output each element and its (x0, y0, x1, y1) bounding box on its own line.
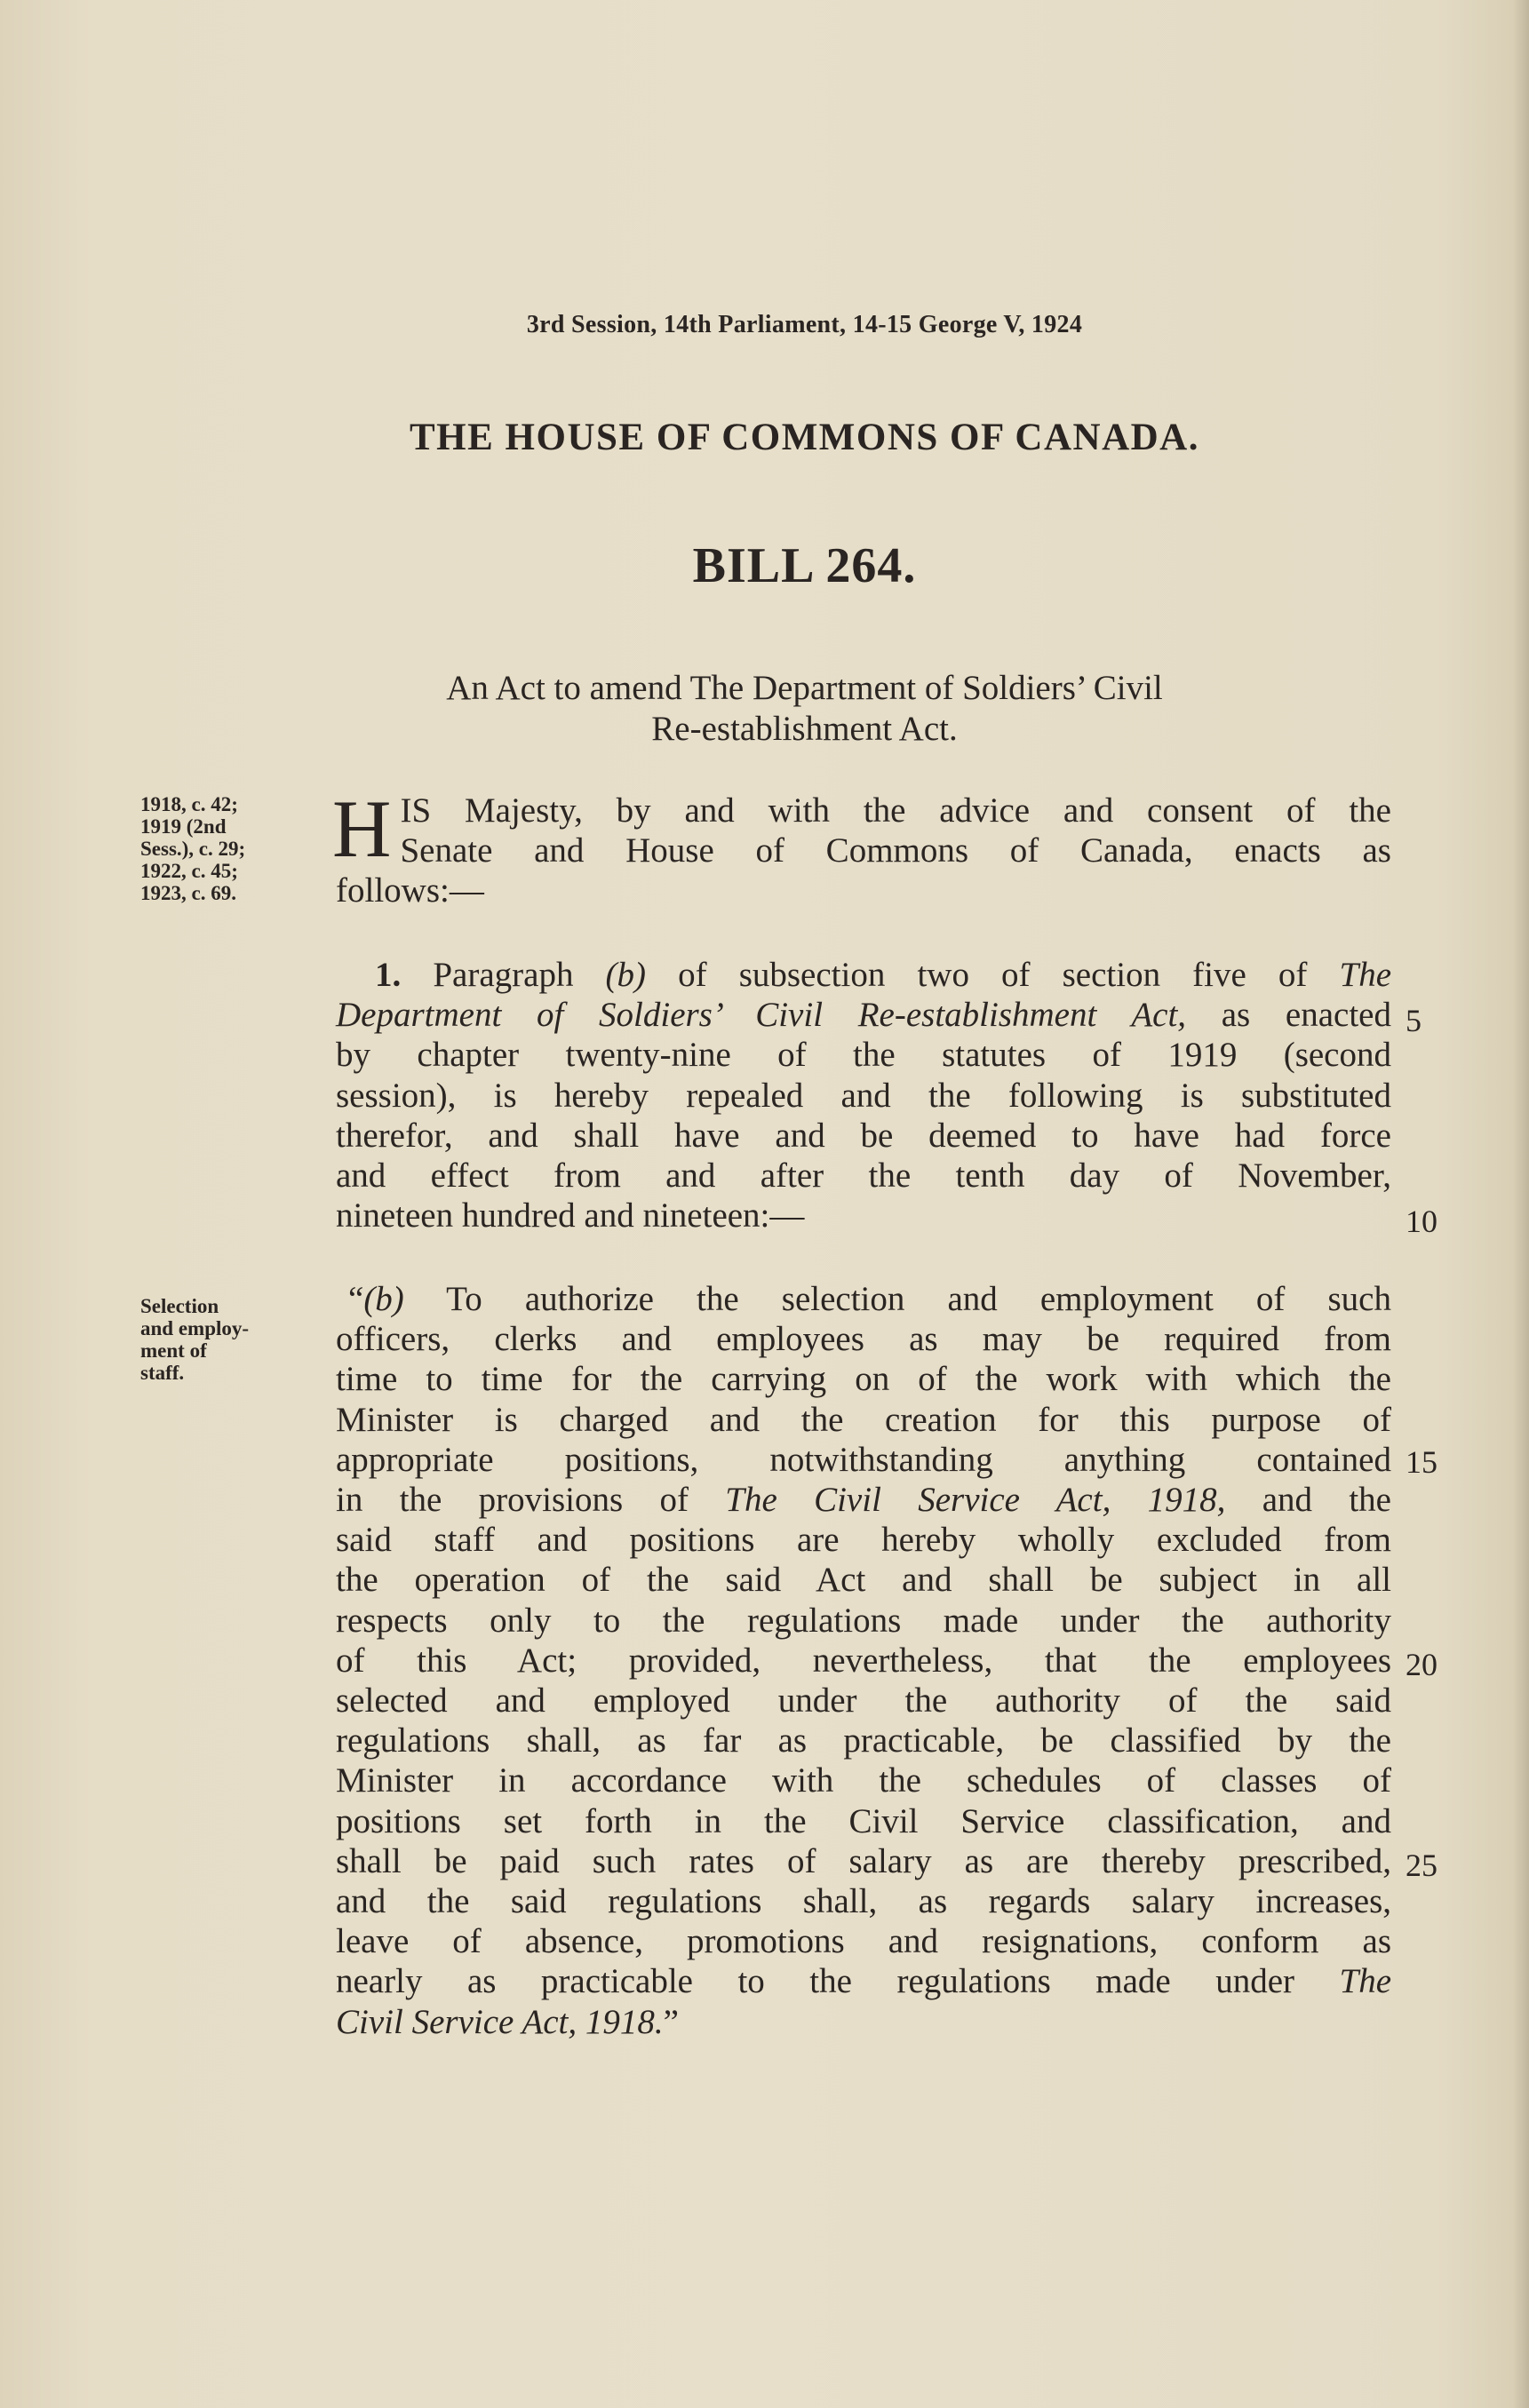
paragraph-line: and the said regulations shall, as regards salary increases, (336, 1882, 1391, 1921)
paragraph-b (336, 1279, 1391, 2042)
margin-note-line: ment of (140, 1339, 207, 1362)
paragraph-line: appropriate positions, notwithstanding anything contained (336, 1440, 1391, 1479)
line-number: 5 (1406, 1003, 1421, 1038)
margin-note-line: Selection (140, 1295, 219, 1317)
text-run: and the (1225, 1481, 1391, 1520)
citation-line: Sess.), c. 29; (140, 838, 246, 860)
text-run: ” (663, 2002, 679, 2041)
paragraph-line: time to time for the carrying on of the work with which the (336, 1360, 1391, 1399)
text-run: Department of Soldiers’ Civil Re-establishment Act, (336, 996, 1187, 1035)
text-run: Paragraph (433, 956, 606, 994)
margin-note-line: staff. (140, 1362, 185, 1384)
session-header: 3rd Session, 14th Parliament, 14-15 George V, 1924 (526, 311, 1083, 338)
section-line: session), is hereby repealed and the following is substituted (336, 1076, 1391, 1115)
enacting-line: follows:— (336, 871, 484, 910)
section-line (336, 955, 1391, 995)
paragraph-line: regulations shall, as far as practicable, be classified by the (336, 1721, 1391, 1760)
text-run: (b) (363, 1280, 404, 1318)
house-title: THE HOUSE OF COMMONS OF CANADA. (410, 417, 1199, 458)
drop-cap: H (332, 783, 392, 874)
line-number: 25 (1406, 1848, 1437, 1883)
enacting-clause (332, 783, 1391, 911)
act-title-line: Re-establishment Act. (651, 710, 958, 748)
section-line: therefor, and shall have and be deemed to have had force (336, 1116, 1391, 1155)
section-line (336, 995, 1391, 1035)
line-number: 10 (1406, 1204, 1437, 1239)
paragraph-line (336, 2002, 1391, 2042)
text-run: To authorize the selection and employment of such (403, 1280, 1391, 1318)
citation-line: 1919 (2nd (140, 815, 227, 838)
margin-note-line: and employ- (140, 1317, 250, 1339)
paragraph-line: selected and employed under the authority of the said (336, 1681, 1391, 1721)
text-run: of subsection two of section five of (646, 956, 1340, 994)
text-run: The Civil Service Act, 1918, (725, 1481, 1226, 1520)
text-run: in the provisions of (336, 1481, 726, 1520)
paragraph-line (336, 1961, 1391, 2001)
text-run: (b) (605, 956, 647, 994)
text-run: Civil Service Act, 1918. (336, 2002, 664, 2041)
margin-note-selection (140, 1295, 318, 1384)
text-run: nearly as practicable to the regulations made under (336, 1962, 1340, 2001)
section-line: by chapter twenty-nine of the statutes of 1919 (second (336, 1036, 1391, 1075)
paragraph-line: shall be paid such rates of salary as are thereby prescribed, (336, 1841, 1391, 1880)
line-number: 15 (1406, 1444, 1437, 1480)
text-run: “ (348, 1280, 364, 1318)
text-run: The (1339, 1962, 1391, 2001)
paragraph-line: the operation of the said Act and shall be subject in all (336, 1561, 1391, 1600)
enacting-line: Senate and House of Commons of Canada, enacts as (400, 831, 1391, 870)
act-title-line: An Act to amend The Department of Soldiers’ Civil (446, 669, 1163, 707)
paragraph-line: leave of absence, promotions and resignations, conform as (336, 1922, 1391, 1961)
citation-line: 1923, c. 69. (140, 882, 236, 904)
section-number: 1. (375, 956, 402, 994)
paragraph-line (336, 1480, 1391, 1520)
paragraph-line: positions set forth in the Civil Service classification, and (336, 1801, 1391, 1840)
bill-number: BILL 264. (692, 538, 917, 593)
act-title (0, 668, 1529, 750)
paragraph-line: Minister is charged and the creation for this purpose of (336, 1400, 1391, 1439)
paragraph-line: respects only to the regulations made under the authority (336, 1601, 1391, 1640)
citation-line: 1922, c. 45; (140, 860, 238, 882)
citation-line: 1918, c. 42; (140, 793, 238, 815)
paragraph-line: Minister in accordance with the schedules of classes of (336, 1761, 1391, 1800)
paragraph-line (336, 1279, 1391, 1319)
text-run: The (1339, 956, 1391, 994)
paragraph-line: officers, clerks and employees as may be required from (336, 1320, 1391, 1359)
section-1 (336, 955, 1391, 1236)
paragraph-line: of this Act; provided, nevertheless, that the employees (336, 1641, 1391, 1680)
paragraph-line: said staff and positions are hereby wholly excluded from (336, 1521, 1391, 1560)
line-number: 20 (1406, 1647, 1437, 1682)
text-run: as enacted (1186, 996, 1391, 1035)
section-line: and effect from and after the tenth day of November, (336, 1156, 1391, 1196)
margin-note-citations (140, 793, 318, 904)
page-edge-shadow (1513, 0, 1529, 2408)
section-line: nineteen hundred and nineteen:— (336, 1196, 805, 1236)
enacting-line: IS Majesty, by and with the advice and consent of the (400, 791, 1391, 830)
